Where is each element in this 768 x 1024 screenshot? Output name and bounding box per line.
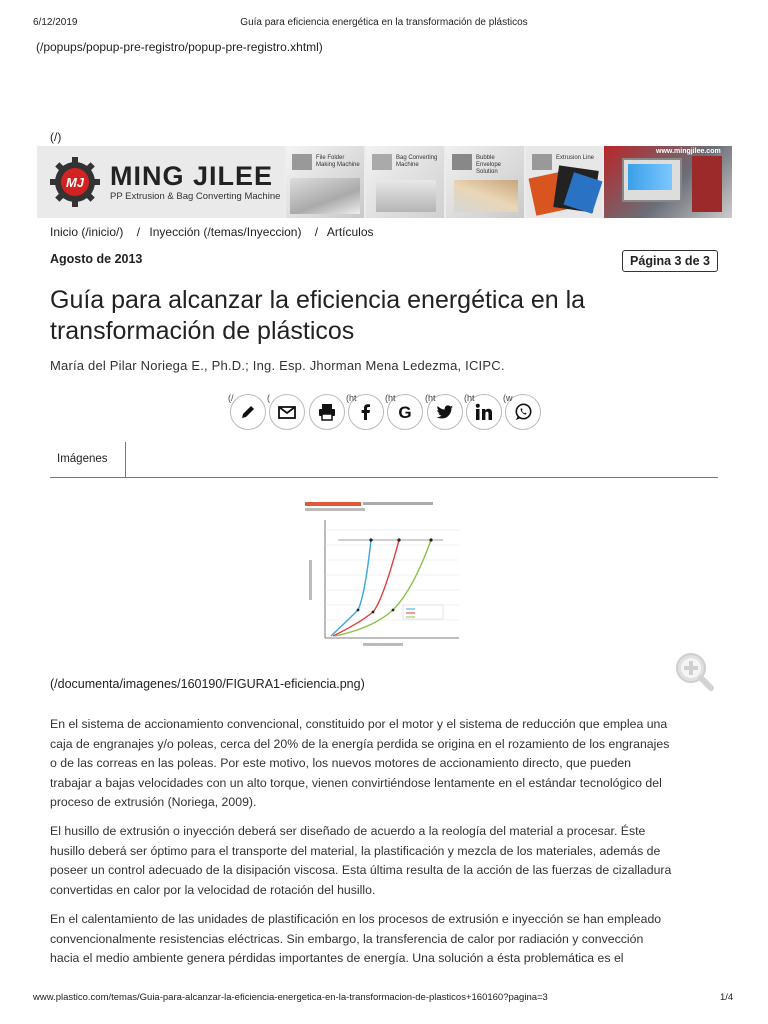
- banner-panel-bag-converting: Bag Converting Machine: [366, 146, 444, 218]
- twitter-icon: [435, 402, 455, 422]
- print-page-number: 1/4: [720, 992, 734, 1003]
- print-footer-url: www.plastico.com/temas/Guia-para-alcanzar-la-eficiencia-energetica-en-la-transformacion-de-plasticos+160160?pagina=3: [33, 992, 548, 1003]
- page-title: Guía para alcanzar la eficiencia energética en la transformación de plásticos: [50, 286, 586, 345]
- brand-name: MING JILEE: [110, 161, 274, 191]
- share-linkedin-button[interactable]: (ht: [466, 394, 502, 430]
- breadcrumb-separator: /: [136, 225, 141, 239]
- whatsapp-icon: [513, 402, 533, 422]
- tab-imagenes[interactable]: Imágenes: [50, 442, 126, 478]
- brand-logo: [37, 146, 284, 218]
- banner-panel-machine-photo: [604, 146, 732, 218]
- share-print-button[interactable]: [309, 394, 345, 430]
- share-whatsapp-button[interactable]: (w: [505, 394, 541, 430]
- article-date: Agosto de 2013: [50, 252, 143, 266]
- zoom-in-icon[interactable]: [673, 650, 717, 694]
- google-icon: [395, 402, 415, 422]
- paragraph-3: En el calentamiento de las unidades de plastificación en los procesos de extrusión e inyección se han empleado convencionalmente resistencias eléctricas. Sin embargo, la transferencia de calor por radiación y convección hacia el medio ambiente genera pérdidas importantes de energía. Una solución a ésta problemática es el: [50, 912, 662, 965]
- share-email-button[interactable]: (: [269, 394, 305, 430]
- advertisement-banner[interactable]: [37, 146, 732, 218]
- linkedin-icon: [474, 402, 494, 422]
- breadcrumb-separator: /: [314, 225, 319, 239]
- share-google-button[interactable]: (ht G: [387, 394, 423, 430]
- banner-site-url: www.mingjilee.com: [656, 148, 721, 155]
- home-link[interactable]: (/): [50, 130, 62, 144]
- envelope-icon: [277, 402, 297, 422]
- pencil-icon: [238, 402, 258, 422]
- breadcrumb-home[interactable]: Inicio (/inicio/): [50, 225, 124, 239]
- facebook-icon: [356, 402, 376, 422]
- paragraph-2: El husillo de extrusión o inyección deberá ser diseñado de acuerdo a la reología del material a procesar. Éste husillo deberá ser óptimo para el transporte del material, la plastificación y mezcla de los materiales, además de poseer un control adecuado de la disipación viscosa. Esta última resulta de la acción de las fuerzas de cizalladura convertidas en calor por la velocidad de rotación del husillo.: [50, 824, 672, 897]
- share-twitter-button[interactable]: (ht: [427, 394, 463, 430]
- share-edit-button[interactable]: (/: [230, 394, 266, 430]
- gear-logo-icon: [49, 156, 101, 208]
- print-icon: [317, 402, 337, 422]
- share-facebook-button[interactable]: (ht: [348, 394, 384, 430]
- image-link[interactable]: (/documenta/imagenes/160190/FIGURA1-eficiencia.png): [50, 677, 365, 691]
- print-date: 6/12/2019: [33, 17, 78, 28]
- banner-panel-bubble-envelope: Bubble Envelope Solution: [446, 146, 524, 218]
- tab-divider: [50, 477, 718, 478]
- breadcrumb-inyeccion[interactable]: Inyección (/temas/Inyeccion): [149, 225, 302, 239]
- svg-text:G: G: [398, 403, 412, 422]
- banner-panel-file-folder: File Folder Making Machine: [286, 146, 364, 218]
- svg-text:MJ: MJ: [65, 175, 85, 190]
- popup-link[interactable]: (/popups/popup-pre-registro/popup-pre-registro.xhtml): [36, 40, 323, 54]
- banner-panel-extrusion-line: Extrusion Line: [526, 146, 602, 218]
- page-indicator[interactable]: Página 3 de 3: [622, 250, 718, 272]
- breadcrumb: [50, 225, 378, 239]
- brand-tagline: PP Extrusion & Bag Converting Machine: [110, 191, 281, 202]
- breadcrumb-articulos[interactable]: Artículos: [326, 225, 374, 239]
- figure-thumbnail[interactable]: [303, 500, 463, 652]
- print-title: Guía para eficiencia energética en la transformación de plásticos: [240, 17, 528, 28]
- article-authors: María del Pilar Noriega E., Ph.D.; Ing. Esp. Jhorman Mena Ledezma, ICIPC.: [50, 358, 505, 373]
- paragraph-1: En el sistema de accionamiento convencional, constituido por el motor y el sistema de reducción que emplea una caja de engranajes y/o poleas, cerca del 20% de la energía perdida se origina en el rozamiento de los engranajes o de las correas en las poleas. Por este motivo, los nuevos motores de accionamiento directo, que pueden trabajar a bajas velocidades con un alto torque, vienen convirtiéndose lentamente en el estándar tecnológico del proceso de extrusión (Noriega, 2009).: [50, 717, 670, 809]
- figure-thumbnail-icon: [303, 500, 463, 652]
